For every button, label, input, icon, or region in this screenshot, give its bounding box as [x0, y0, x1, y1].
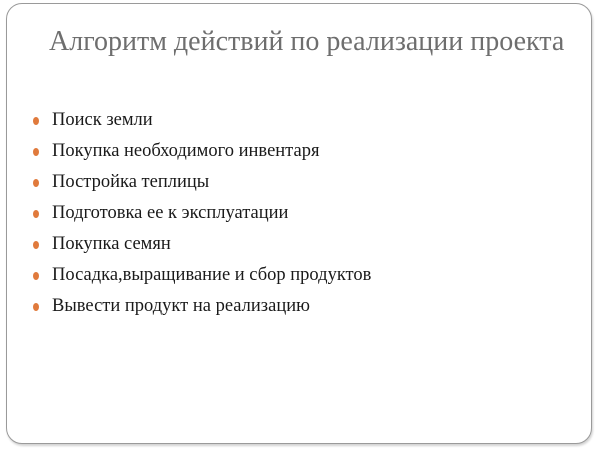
- list-item: [33, 229, 371, 260]
- bullet-icon: [33, 241, 39, 249]
- list-item-text: Постройка теплицы: [52, 172, 210, 192]
- list-item: [33, 260, 371, 291]
- bullet-list: [33, 105, 371, 322]
- slide-frame: [6, 3, 592, 444]
- list-item-text: Подготовка ее к эксплуатации: [52, 203, 289, 223]
- bullet-icon: [33, 272, 39, 280]
- list-item: [33, 198, 371, 229]
- list-item: [33, 136, 371, 167]
- list-item: [33, 167, 371, 198]
- slide-title: Алгоритм действий по реализации проекта: [49, 26, 565, 57]
- list-item: [33, 105, 371, 136]
- list-item: [33, 291, 371, 322]
- list-item-text: Покупка необходимого инвентаря: [52, 141, 320, 161]
- bullet-icon: [33, 210, 39, 218]
- list-item-text: Покупка семян: [52, 234, 171, 254]
- bullet-icon: [33, 179, 39, 187]
- list-item-text: Поиск земли: [52, 110, 153, 130]
- bullet-icon: [33, 148, 39, 156]
- list-item-text: Вывести продукт на реализацию: [52, 296, 310, 316]
- bullet-icon: [33, 117, 39, 125]
- list-item-text: Посадка,выращивание и сбор продуктов: [52, 265, 372, 285]
- bullet-icon: [33, 303, 39, 311]
